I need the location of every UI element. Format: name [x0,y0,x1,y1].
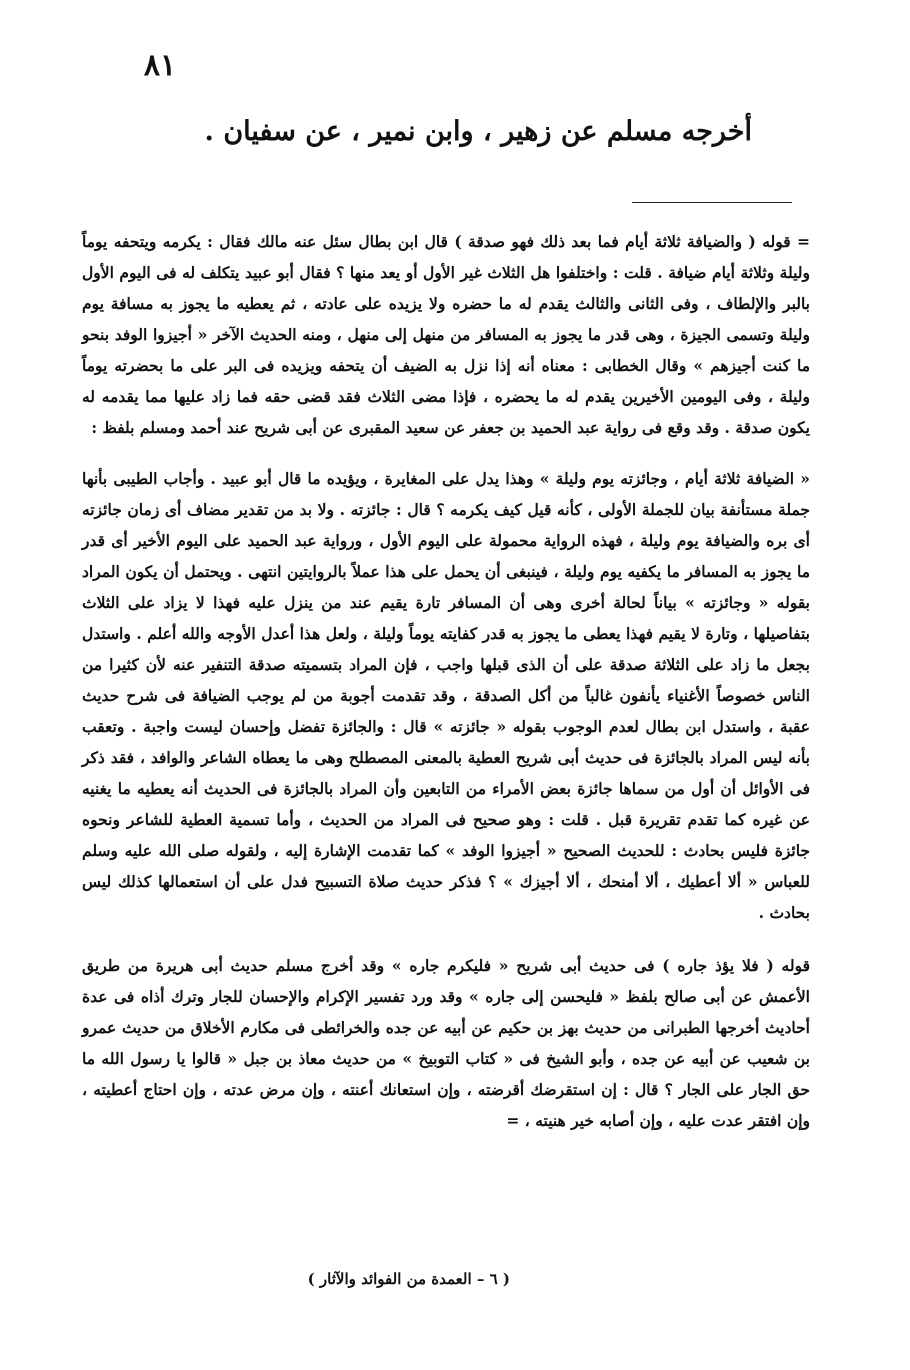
page-number: ٨١ [143,48,177,83]
footnote-paragraph-1: = قوله ( والضيافة ثلاثة أيام فما بعد ذلك فهو صدقة ) قال ابن بطال سئل عنه مالك فقال : يكرمه ويتحفه يوماً وليلة وثلاثة أيام ضيافة . قلت : واختلفوا هل الثلاث غير الأول أو يعد منها ؟ فقال أبو عبيد يتكلف له فى اليوم الأول بالبر والإلطاف ، وفى الثانى والثالث يقدم له ما حضره ولا يزيده على عادته ، ثم يعطيه ما يجوز به مسافة يوم وليلة وتسمى الجيزة ، وهى قدر ما يجوز به المسافر من منهل إلى منهل ، ومنه الحديث الآخر « أجيزوا الوفد بنحو ما كنت أجيزهم » وقال الخطابى : معناه أنه إذا نزل به الضيف أن يتحفه ويزيده فى البر على ما بحضرته يوماً وليلة ، وفى اليومين الأخيرين يقدم له ما يحضره ، فإذا مضى الثلاث فقد قضى حقه فما زاد عليها مما يقدمه له يكون صدقة . وقد وقع فى رواية عبد الحميد بن جعفر عن سعيد المقبرى عن أبى شريح عند أحمد ومسلم بلفظ : [82,232,810,437]
printer-signature-line: ( ٦ – العمدة من الفوائد والآثار ) [307,1270,510,1288]
footnote-block [82,226,810,1136]
footnote-paragraph-3: قوله ( فلا يؤذ جاره ) فى حديث أبى شريح « فليكرم جاره » وقد أخرج مسلم حديث أبى هريرة من طريق الأعمش عن أبى صالح بلفظ « فليحسن إلى جاره » وقد ورد تفسير الإكرام والإحسان للجار وترك أذاه فى عدة أحاديث أخرجها الطبرانى من حديث بهز بن حكيم عن أبيه عن جده والخرائطى فى مكارم الأخلاق من حديث عمرو بن شعيب عن أبيه عن جده ، وأبو الشيخ فى « كتاب التوبيخ » من حديث معاذ بن جبل « قالوا يا رسول الله ما حق الجار على الجار ؟ قال : إن استقرضك أقرضته ، وإن استعانك أعنته ، وإن مرض عدته ، وإن احتاج أعطيته ، وإن افتقر عدت عليه ، وإن أصابه خير هنيته ، = [82,956,810,1130]
footnote-separator-rule [632,202,792,203]
main-text-line: أخرجه مسلم عن زهير ، وابن نمير ، عن سفيان . [204,116,752,147]
footnote-paragraph-2: « الضيافة ثلاثة أيام ، وجائزته يوم وليلة » وهذا يدل على المغايرة ، ويؤيده ما قال أبو عبيد . وأجاب الطيبى بأنها جملة مستأنفة بيان للجملة الأولى ، كأنه قيل كيف يكرمه ؟ قال : جائزته . ولا بد من تقدير مضاف أى زمان جائزته أى بره والضيافة يوم وليلة ، فهذه الرواية محمولة على اليوم الأول ، ورواية عبد الحميد على اليوم الأخير أى قدر ما يجوز به المسافر ما يكفيه يوم وليلة ، فينبغى أن يحمل على هذا عملاً بالروايتين انتهى . ويحتمل أن يكون المراد بقوله « وجائزته » بياناً لحالة أخرى وهى أن المسافر تارة يقيم عند من ينزل عليه فهذا لا يزاد على الثلاث بتفاصيلها ، وتارة لا يقيم فهذا يعطى ما يجوز به قدر كفايته يوماً وليلة ، ولعل هذا أعدل الأوجه والله أعلم . واستدل بجعل ما زاد على الثلاثة صدقة على أن الذى قبلها واجب ، فإن المراد بتسميته صدقة التنفير عنه لأن كثيرا من الناس خصوصاً الأغنياء يأنفون غالباً من أكل الصدقة ، وقد تقدمت أجوبة من لم يوجب الضيافة فى شرح حديث عقبة ، واستدل ابن بطال لعدم الوجوب بقوله « جائزته » قال : والجائزة تفضل وإحسان ليست واجبة . وتعقب بأنه ليس المراد بالجائزة فى حديث أبى شريح العطية بالمعنى المصطلح وهى ما يعطاه الشاعر والوافد ، فقد ذكر فى الأوائل أن أول من سماها جائزة بعض الأمراء من التابعين وأن المراد بالجائزة فى الحديث أنه يعطيه ما يغنيه عن غيره كما تقدم تقريرة قبل . قلت : وهو صحيح فى المراد من الحديث ، وأما تسمية العطية للشاعر ونحوه جائزة فليس بحادث : للحديث الصحيح « أجيزوا الوفد » كما تقدمت الإشارة إليه ، ولقوله صلى الله عليه وسلم للعباس « ألا أعطيك ، ألا أمنحك ، ألا أجيزك » ؟ فذكر حديث صلاة التسبيح فدل على أن استعمالها كذلك ليس بحادث . [82,469,810,922]
